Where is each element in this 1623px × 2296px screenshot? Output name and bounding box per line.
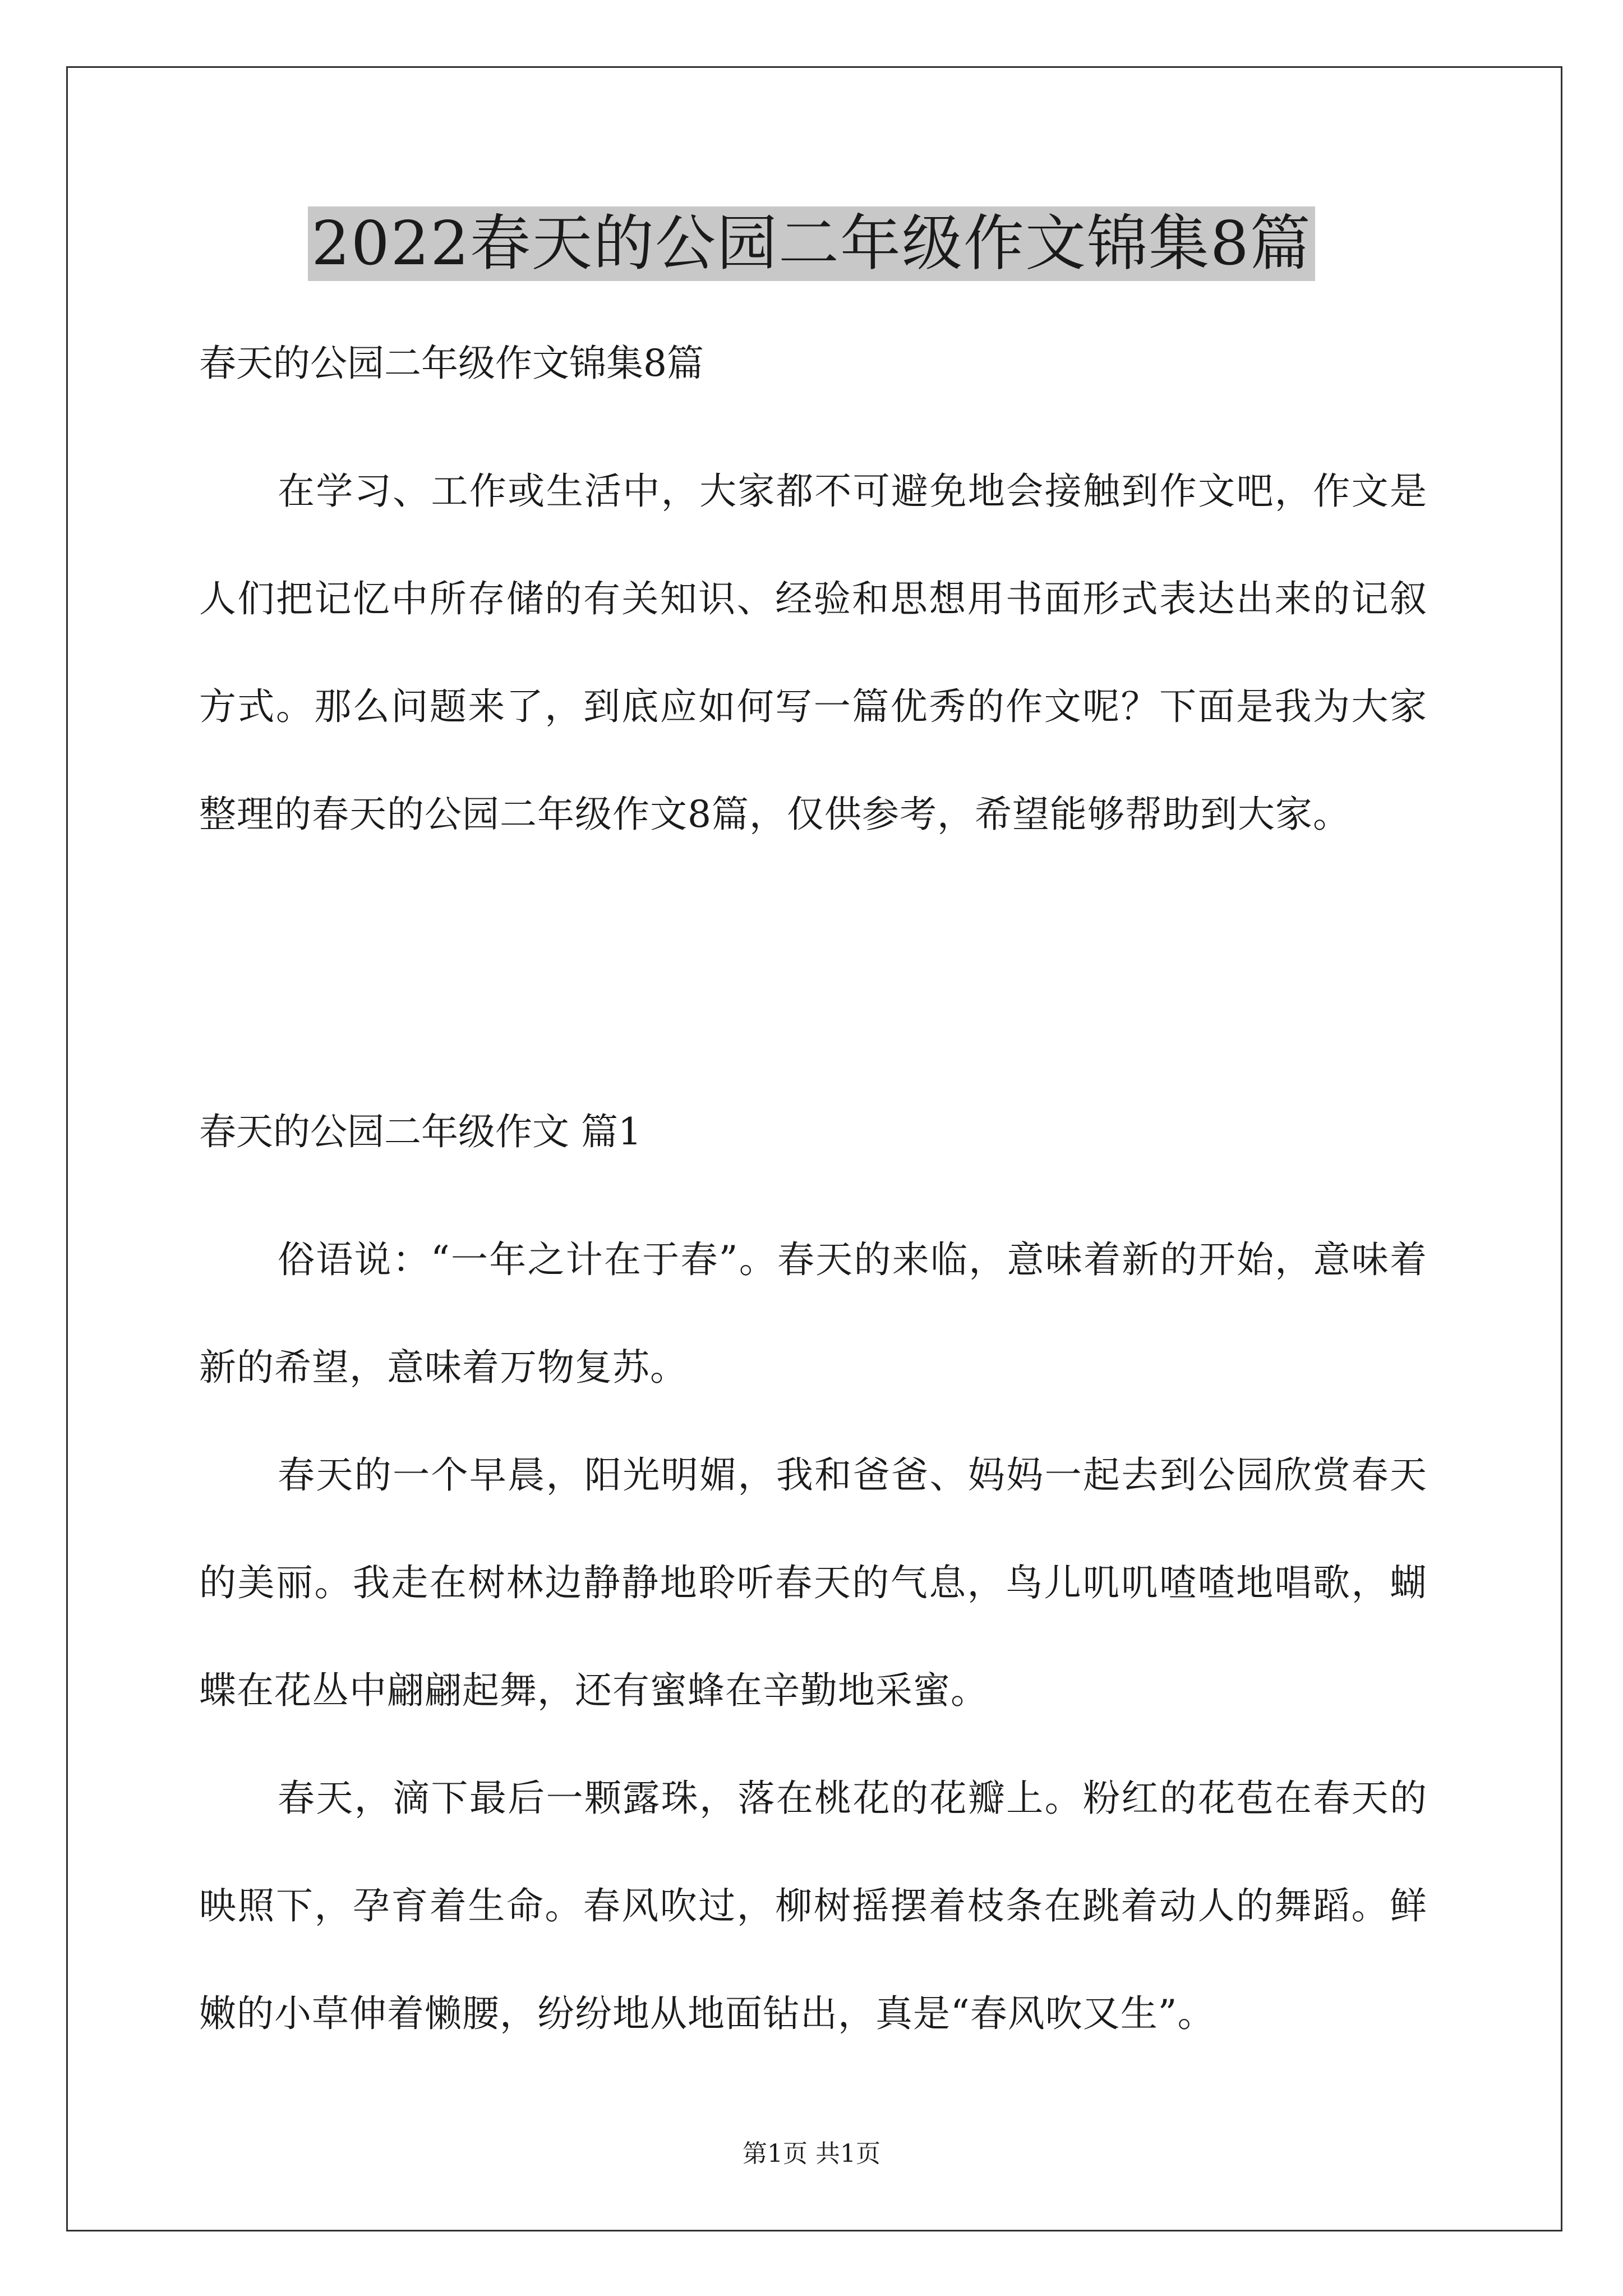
paragraph: 春天，滴下最后一颗露珠，落在桃花的花瓣上。粉红的花苞在春天的映照下，孕育着生命。春风吹过，柳树摇摆着枝条在跳着动人的舞蹈。鲜嫩的小草伸着懒腰，纷纷地从地面钻出，真是“春风吹又生”。 [199,1777,1427,2035]
section-heading: 春天的公园二年级作文 篇1 [199,1110,642,1153]
document-subtitle: 春天的公园二年级作文锦集8篇 [199,342,704,385]
intro-paragraph [199,438,1427,868]
paragraph: 俗语说：“一年之计在于春”。春天的来临，意味着新的开始，意味着新的希望，意味着万物复苏。 [199,1238,1427,1389]
section-body [199,1206,1427,2068]
intro-paragraph-text: 在学习、工作或生活中，大家都不可避免地会接触到作文吧，作文是人们把记忆中所存储的有关知识、经验和思想用书面形式表达出来的记叙方式。那么问题来了，到底应如何写一篇优秀的作文呢？下面是我为大家整理的春天的公园二年级作文8篇，仅供参考，希望能够帮助到大家。 [199,470,1427,836]
paragraph: 春天的一个早晨，阳光明媚，我和爸爸、妈妈一起去到公园欣赏春天的美丽。我走在树林边静静地聆听春天的气息，鸟儿叽叽喳喳地唱歌，蝴蝶在花丛中翩翩起舞，还有蜜蜂在辛勤地采蜜。 [199,1453,1427,1712]
document-title: 2022春天的公园二年级作文锦集8篇 [0,202,1623,286]
page-footer: 第1页 共1页 [743,2139,880,2168]
